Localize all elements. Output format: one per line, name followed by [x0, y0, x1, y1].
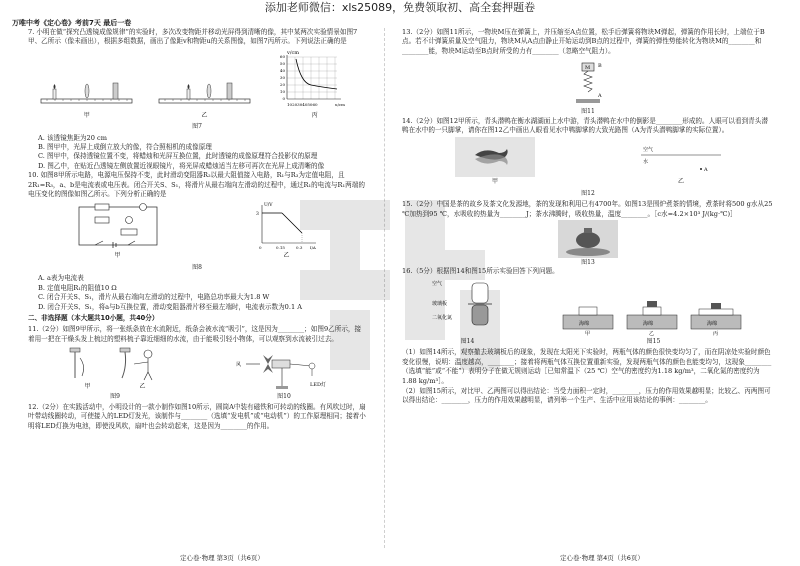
y-tick: 50: [279, 60, 285, 66]
question-16-part-1: （1）如图14所示，观察撤去玻璃板后的现象，发现在太阳光下实验时，两瓶气体的颜色很快变均匀了，而在阴凉处实验时颜色变化很慢，说明：温度越高，________；接着将两瓶气体互换位置重新实验，发现两瓶气体的颜色也能变均匀，这现象________（选填“能”或“不能”）表明分子在做无规则运动［已知常温下（25 ℃）空气的密度约为1.18 kg/m³，二氧化氮的密度约为1.88 kg/m³］。: [402, 348, 772, 385]
current-voltage-graph: [252, 201, 322, 251]
y-tick: 10: [279, 88, 285, 94]
tea-stove-photo: [558, 220, 618, 258]
y-tick: 20: [279, 81, 285, 87]
right-page-footer: 定心卷·物理 第4页（共6页）: [560, 554, 644, 562]
q10-option-b: B. 定值电阻R₁的阻值10 Ω: [38, 283, 117, 292]
question-15: 15.（2分）中国是茶的故乡及茶文化发源地，茶的发现和利用已有4700年。如图13是围炉煮茶的情境，煮茶时将500 g水从25 ℃加热到95 ℃，水吸收的热量为________J；茶水沸腾时，吸收热量，温度________。［c水=4.2×10³ J/(kg·℃)］: [402, 200, 773, 218]
figure-8: [28, 201, 366, 260]
sponge-label: 海绵: [642, 320, 653, 327]
glass-plate-label: 玻璃板: [431, 300, 447, 307]
gas-diffusion-diagram: [428, 279, 508, 337]
figure-7-yi: [157, 77, 252, 120]
optical-bench-yi-diagram: [157, 77, 252, 111]
figure-11-caption: 图11: [581, 108, 595, 116]
refraction-diagram: [641, 137, 721, 177]
figure-9-jia-label: 甲: [84, 383, 91, 391]
figure-10-caption: 图10: [277, 392, 291, 400]
figure-10: [234, 352, 334, 401]
graph-x-ticks: 102030405060: [286, 101, 318, 107]
point-a-label: A: [598, 93, 602, 100]
figure-15: [559, 297, 749, 346]
y-tick: 40: [279, 67, 285, 73]
question-10: 10. 如图8甲所示电路，电源电压保持不变，此时滑动变阻器R₂以最大阻值接入电路，R₁与R₃为定值电阻，且2R₁=R₃，a、b是电流表或电压表。闭合开关S、S₁，将滑片从最右端向左滑动的过程中，通过R₁的电流与R₁两端的电压变化的图像如图乙所示。下列分析正确的是: [28, 171, 365, 199]
water-label: 水: [643, 159, 649, 166]
figure-8-jia: [73, 201, 163, 260]
spring-block-diagram: [568, 57, 608, 107]
curve-line: [296, 59, 337, 89]
question-14: 14.（2分）如图12甲所示，青头潜鸭在衡水湖湖面上水中游，青头潜鸭在水中的倒影是________形成的。人眼可以看到青头潜鸭在水中的一只脚掌，请你在图12乙中画出人眼看见水中鸭脚掌的大致光路图（A为青头潜鸭脚掌的实际位置）。: [402, 116, 768, 135]
q10-option-c: C. 闭合开关S、S₁，滑片从最右端向左滑动的过程中，电路总功率最大为1.8 W: [38, 293, 270, 302]
figure-8-yi: [252, 201, 322, 260]
y-tick: 60: [279, 53, 285, 59]
right-page: [402, 28, 774, 552]
optical-bench-jia-diagram: [39, 77, 134, 111]
y-tick: 30: [279, 74, 285, 80]
figure-9-caption: 图9: [110, 392, 120, 400]
duck-photo: [455, 137, 535, 177]
question-16-part-2: （2）如图15所示，对比甲、乙两图可以得出结论：当受力面积一定时，________，压力的作用效果越明显；比较乙、丙两图可以得出结论：________，压力的作用效果越明显，请列举一个生产、生活中应用该结论的事例：________。: [402, 386, 771, 405]
circuit-diagram: [73, 201, 163, 251]
page-divider: [384, 28, 385, 548]
figure-7-caption: 图7: [192, 123, 202, 131]
question-12: 12.（2分）在实践活动中，小明设计的一款小制作如图10所示，圆筒A中装有磁铁和可转动的线圈。有风吹过时，扇叶带动线圈转动，可使接入的LED灯发光，该制作与________（选填“发电机”或“电动机”）的工作原理相同；接着小明将LED灯换为电池，即使没风吹，扇叶也会转动起来，这是因为________的作用。: [28, 402, 366, 430]
figure-11: [402, 57, 774, 116]
figure-8-jia-label: 甲: [114, 252, 121, 260]
figure-15-caption: 图15: [646, 337, 661, 345]
question-7: 7. 小明在做“探究凸透镜成像规律”的实验时，多次改变物距并移动光屏得到清晰的像，其中某两次实验情景如图7甲、乙所示（像未画出），根据多组数据，画出了像距v和物距u的关系图像，如图7丙所示。下列说法正确的是: [28, 28, 358, 46]
wind-generator-diagram: [234, 352, 334, 392]
graph-x-value: 0.15: [275, 245, 285, 251]
point-a-label: A: [704, 167, 708, 174]
figure-8-caption: 图8: [192, 263, 202, 271]
running-head: 万唯中考《定心卷》考前7天 最后一卷: [12, 19, 132, 27]
figure-9-yi-label: 乙: [139, 383, 146, 391]
figure-12-jia: [455, 137, 535, 186]
air-label: 空气: [431, 280, 442, 287]
top-banner: 添加老师微信：xls25089，免费领取初、高全套押题卷: [264, 1, 536, 14]
figures-14-15: [402, 279, 774, 346]
question-13: 13.（2分）如图11所示，一物块M压在弹簧上，并压缩至A点位置，松手后弹簧将物块M弹起，弹簧的作用长时，上端位于B点。若不计弹簧质量及空气阻力，物块M从A点由静止开始运动到B点的过程中，弹簧的弹性势能转化为物块M的________和________能，物块M运动至B点时所受的力有________（忽略空气阻力）。: [402, 28, 765, 55]
figure-15-bing-label: 丙: [712, 330, 718, 337]
question-16: 16.（5分）根据图14和图15所示实验回答下列问题。: [402, 267, 559, 276]
q10-option-a: A. a表为电流表: [38, 274, 84, 283]
nitrogen-dioxide-label: 二氧化氮: [431, 314, 452, 321]
figure-13-caption: 图13: [581, 259, 595, 267]
graph-x-value: 0.3: [295, 245, 302, 251]
figure-14: [428, 279, 508, 346]
question-11: 11.（2分）如图9甲所示，将一张纸条放在水流附近，纸条会被水流“吸引”，这是因为________；如图9乙所示，接着用一把在干燥头发上梳过的塑料梳子靠近细细的水流，由于能吸引轻小物体，可以观察到水流被引过去。: [28, 325, 362, 343]
left-page-footer: 定心卷·物理 第3页（共6页）: [180, 554, 264, 562]
figure-15-jia-label: 甲: [584, 330, 590, 337]
graph-v-axis-label: v/cm: [286, 49, 299, 56]
block-label: M: [585, 65, 591, 72]
figure-12-jia-label: 甲: [491, 178, 498, 186]
figure-7-yi-label: 乙: [201, 111, 208, 119]
q7-option-c: C. 图甲中，保持透镜位置不变，将蜡烛和光屏互换位置，此时透镜的成像原理符合投影仪的原理: [38, 152, 318, 161]
y-tick: 0: [282, 95, 285, 101]
figure-12-yi-label: 乙: [677, 178, 684, 186]
figure-13: [402, 220, 774, 267]
left-page: [28, 28, 366, 552]
figure-7-jia: [39, 77, 134, 120]
figure-14-caption: 图14: [460, 337, 475, 345]
graph-u-axis-label: U/V: [263, 203, 273, 209]
figure-12-caption: 图12: [581, 189, 595, 197]
image-distance-object-distance-graph: [275, 49, 355, 111]
sponge-label: 海绵: [706, 320, 717, 327]
section-2-heading: 二、非选择题（本大题共10小题，共40分）: [28, 313, 159, 322]
figure-12: [402, 137, 774, 186]
q7-option-a: A. 该透镜焦距为20 cm: [38, 133, 107, 142]
air-label: 空气: [643, 147, 654, 154]
graph-x-origin: 0: [258, 245, 262, 251]
q7-option-d: D. 图乙中，在贴近凸透镜左侧放置近视眼镜片，将光屏成蜡烛适当左移可再次在光屏上成清晰的像: [38, 161, 325, 170]
q7-option-b: B. 图甲中，光屏上成倒立放大的像，符合照相机的成像原理: [38, 143, 212, 152]
figure-7-bing-label: 丙: [311, 111, 318, 119]
figure-7-jia-label: 甲: [83, 111, 90, 119]
figure-9: [60, 346, 170, 401]
figures-9-10: [28, 346, 366, 401]
graph-y-value: 3: [255, 212, 259, 218]
wind-label: 风: [236, 361, 242, 368]
figure-7: [28, 49, 366, 120]
water-flow-diagram: [60, 346, 170, 382]
graph-i-axis-label: I/A: [309, 245, 316, 251]
figure-15-yi-label: 乙: [648, 330, 654, 337]
point-b-label: B: [598, 63, 602, 70]
figure-7-bing: [275, 49, 355, 120]
sponge-label: 海绵: [578, 320, 589, 327]
q10-option-d: D. 闭合开关S、S₁，将a与b互换位置，滑动变阻器滑片移至最左端时，电流表示数为0.1 A: [38, 302, 303, 311]
sponge-pressure-diagram: [559, 297, 749, 337]
led-label: LED灯: [310, 381, 326, 388]
figure-8-yi-label: 乙: [283, 252, 290, 260]
figure-12-yi: [641, 137, 721, 186]
graph-u-axis-label: u/cm: [334, 101, 345, 107]
